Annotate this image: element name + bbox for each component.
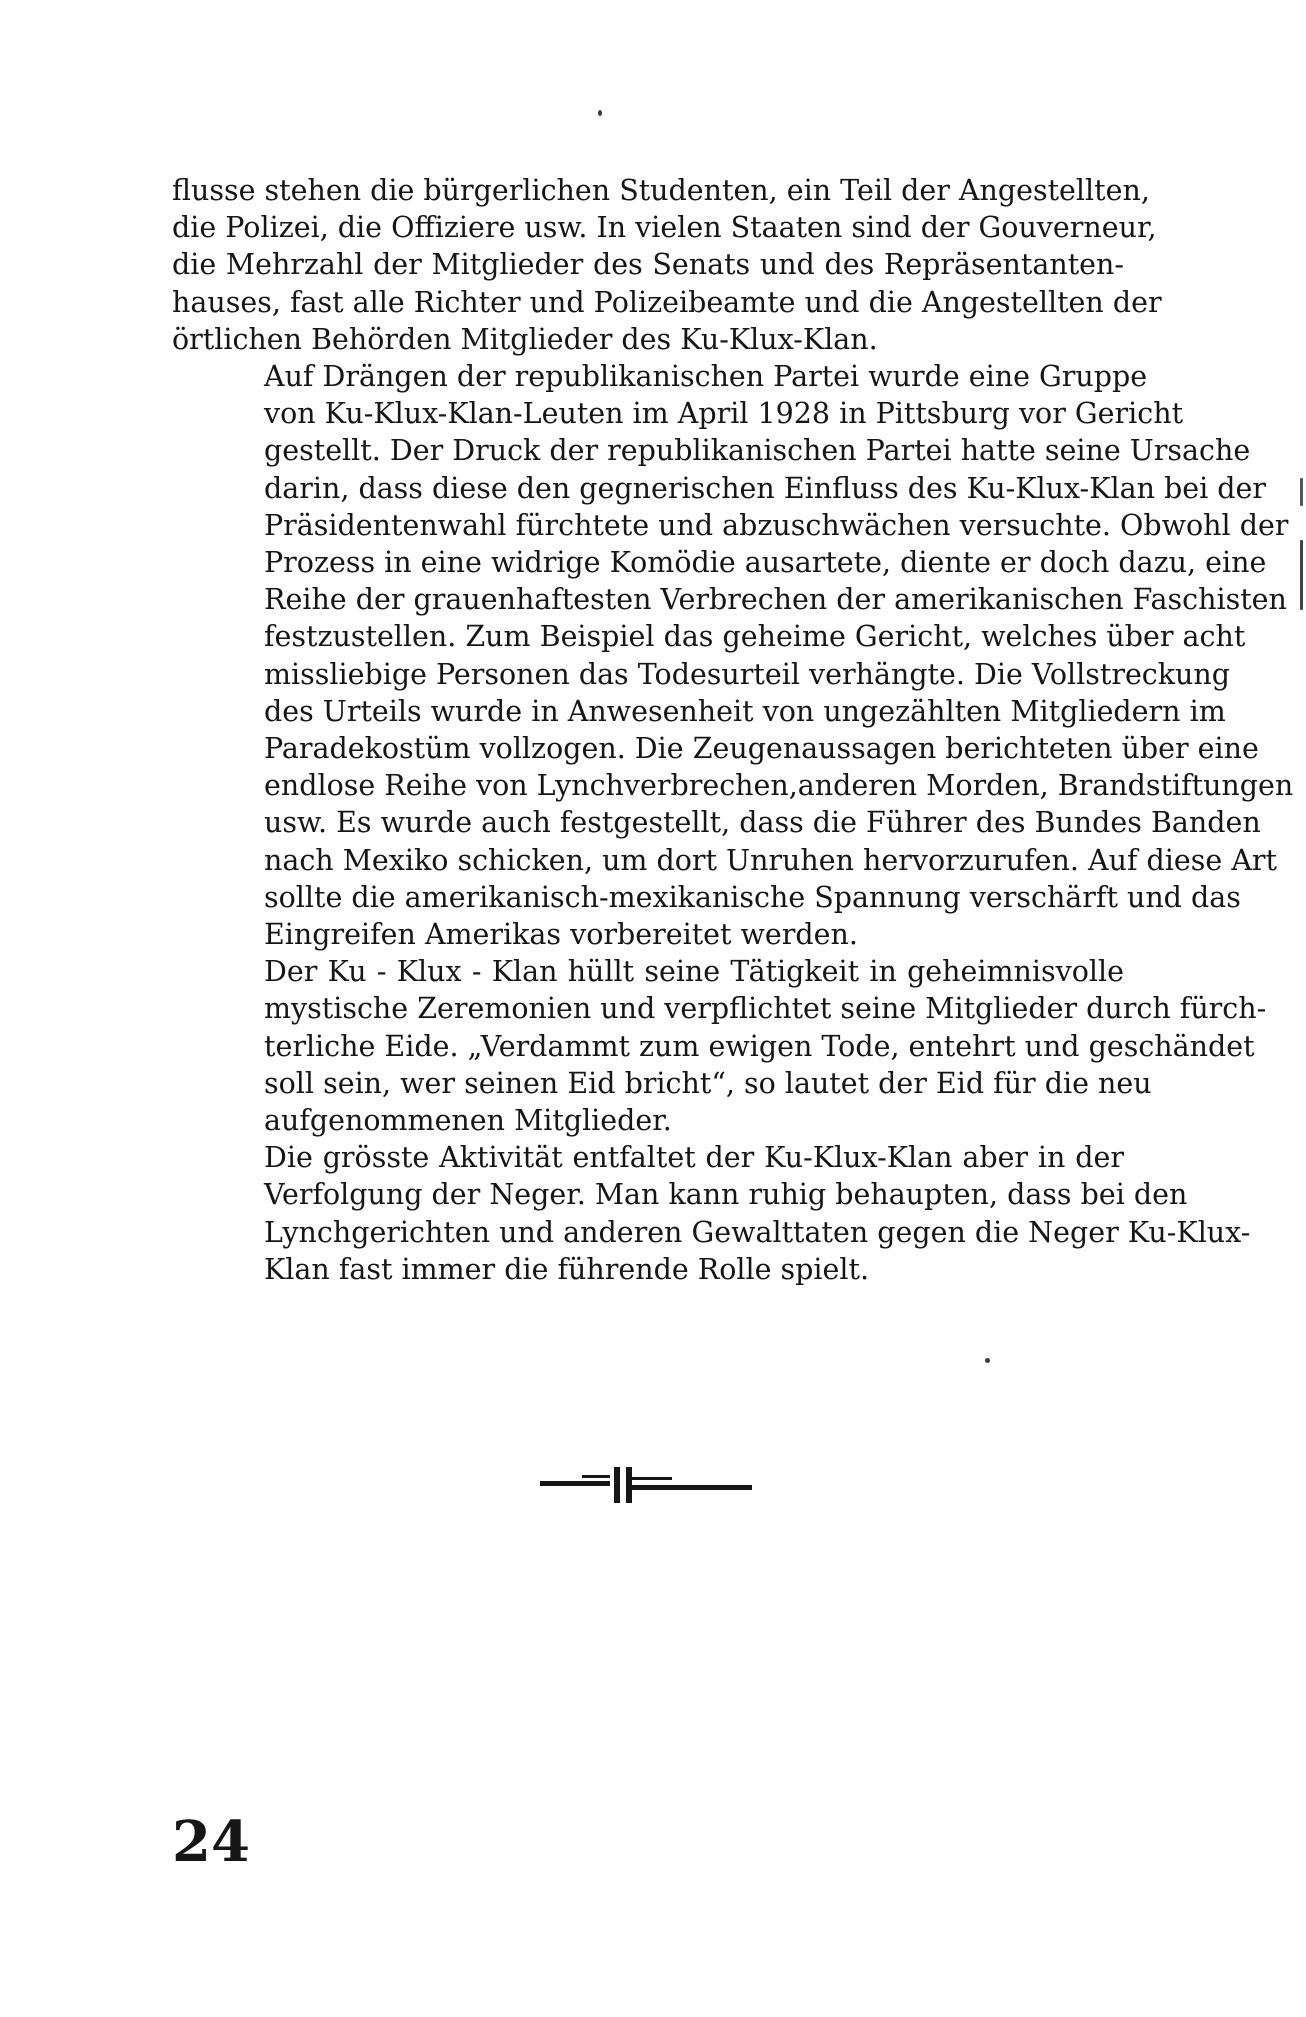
paragraph xyxy=(172,953,1267,1139)
text-line: Eingreifen Amerikas vorbereitet werden. xyxy=(264,918,858,952)
text-line: örtlichen Behörden Mitglieder des Ku-Klux-Klan. xyxy=(172,322,878,356)
text-line: Paradekostüm vollzogen. Die Zeugenaussagen berichteten über eine xyxy=(264,732,1259,766)
paragraph xyxy=(172,172,1162,358)
body-text xyxy=(172,172,1294,1288)
text-line: terliche Eide. „Verdammt zum ewigen Tode, entehrt und geschändet xyxy=(264,1029,1255,1063)
text-line: nach Mexiko schicken, um dort Unruhen hervorzurufen. Auf diese Art xyxy=(264,843,1277,877)
print-speck xyxy=(1300,478,1303,506)
text-line: Die grösste Aktivität entfaltet der Ku-Klux-Klan aber in der xyxy=(264,1141,1124,1175)
text-line: darin, dass diese den gegnerischen Einfluss des Ku-Klux-Klan bei der xyxy=(264,471,1267,505)
text-line: Verfolgung der Neger. Man kann ruhig behaupten, dass bei den xyxy=(264,1178,1188,1212)
text-line: usw. Es wurde auch festgestellt, dass die Führer des Bundes Banden xyxy=(264,806,1261,840)
text-line: des Urteils wurde in Anwesenheit von ungezählten Mitgliedern im xyxy=(264,694,1226,728)
text-line: sollte die amerikanisch-mexikanische Spannung verschärft und das xyxy=(264,880,1241,914)
text-line: Auf Drängen der republikanischen Partei wurde eine Gruppe xyxy=(264,360,1148,394)
print-speck xyxy=(1300,540,1303,610)
text-line: die Mehrzahl der Mitglieder des Senats und des Repräsentanten- xyxy=(172,248,1124,282)
text-line: von Ku-Klux-Klan-Leuten im April 1928 in Pittsburg vor Gericht xyxy=(264,397,1184,431)
text-line: aufgenommenen Mitglieder. xyxy=(264,1104,672,1138)
paragraph xyxy=(172,1139,1251,1288)
text-line: die Polizei, die Offiziere usw. In vielen Staaten sind der Gouverneur, xyxy=(172,211,1157,245)
paragraph xyxy=(172,358,1294,953)
text-line: Lynchgerichten und anderen Gewalttaten gegen die Neger Ku-Klux- xyxy=(264,1215,1251,1249)
text-line: hauses, fast alle Richter und Polizeibeamte und die Angestellten der xyxy=(172,285,1162,319)
text-line: Prozess in eine widrige Komödie ausartete, diente er doch dazu, eine xyxy=(264,546,1267,580)
text-line: Der Ku - Klux - Klan hüllt seine Tätigkeit in geheimnisvolle xyxy=(264,955,1124,989)
text-line: soll sein, wer seinen Eid bricht“, so lautet der Eid für die neu xyxy=(264,1066,1152,1100)
text-line: gestellt. Der Druck der republikanischen Partei hatte seine Ursache xyxy=(264,434,1251,468)
text-line: mystische Zeremonien und verpflichtet seine Mitglieder durch fürch- xyxy=(264,992,1267,1026)
text-line: missliebige Personen das Todesurteil verhängte. Die Vollstreckung xyxy=(264,657,1230,691)
text-line: Reihe der grauenhaftesten Verbrechen der amerikanischen Faschisten xyxy=(264,583,1287,617)
text-line: Präsidentenwahl fürchtete und abzuschwächen versuchte. Obwohl der xyxy=(264,508,1289,542)
text-line: Klan fast immer die führende Rolle spielt. xyxy=(264,1252,870,1286)
text-line: festzustellen. Zum Beispiel das geheime Gericht, welches über acht xyxy=(264,620,1246,654)
section-divider-ornament-icon xyxy=(540,1463,752,1507)
page-number: 24 xyxy=(172,1809,250,1875)
print-speck xyxy=(985,1358,990,1363)
text-line: flusse stehen die bürgerlichen Studenten, ein Teil der Angestellten, xyxy=(172,174,1150,207)
text-line: endlose Reihe von Lynchverbrechen,anderen Morden, Brandstiftungen xyxy=(264,769,1294,803)
print-speck xyxy=(598,110,602,116)
